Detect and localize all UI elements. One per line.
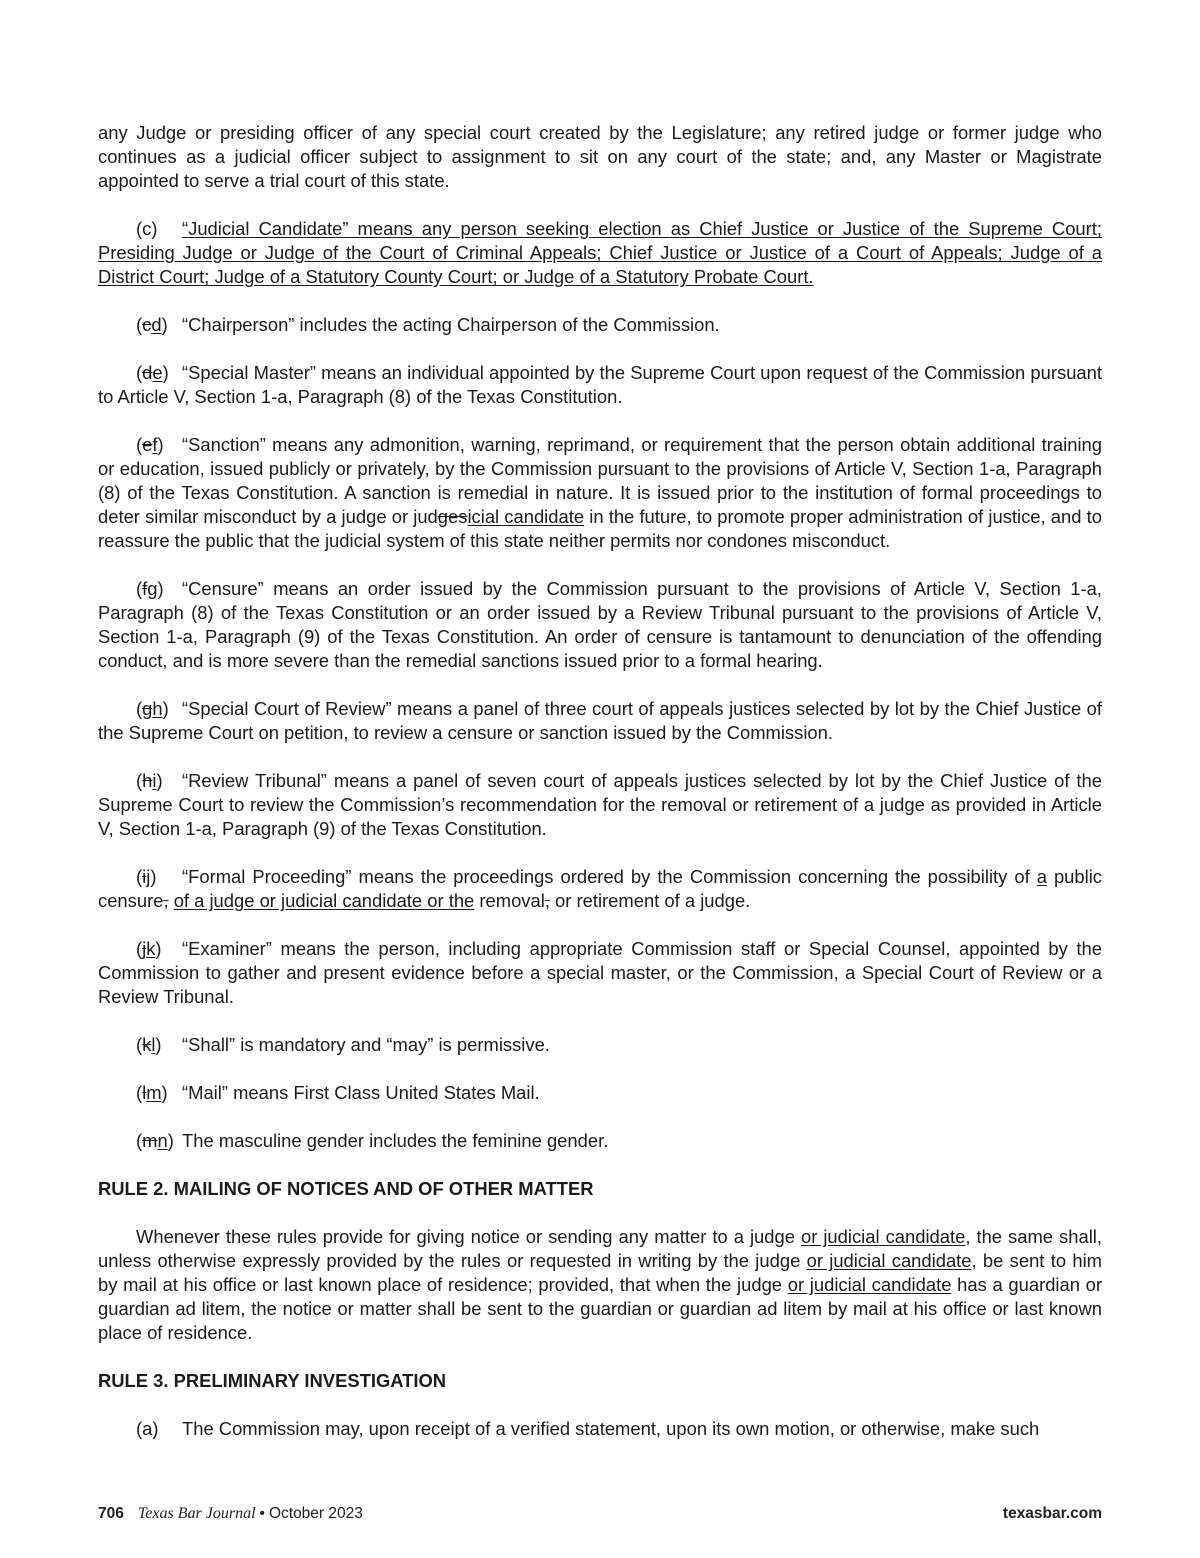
definition-g-label: (fg) xyxy=(136,578,164,599)
footer-left xyxy=(98,1505,363,1523)
definition-c-label: (c) xyxy=(136,218,158,239)
definition-e xyxy=(98,361,1102,409)
inserted-text: or judicial candidate xyxy=(800,1226,966,1247)
definition-l-label: (kl) xyxy=(136,1034,162,1055)
definition-i-label: (hi) xyxy=(136,770,163,791)
definition-h-label: (gh) xyxy=(136,698,169,719)
definition-k xyxy=(98,937,1102,1009)
rule-2-heading: RULE 2. MAILING OF NOTICES AND OF OTHER MATTER xyxy=(98,1178,594,1199)
rule-3-a-label: (a) xyxy=(136,1418,159,1439)
definition-f-label: (ef) xyxy=(136,434,164,455)
rule-3-a-text: The Commission may, upon receipt of a verified statement, upon its own motion, or otherwise, make such xyxy=(182,1418,1040,1439)
definition-f: (ef) “Sanction” means any admonition, warning, reprimand, or requirement that the person obtain additional training or education, issued publicly or privately, by the Commission pursuant to the provisions of Article V, Section 1-a, Paragraph (8) of the Texas Constitution. A sanction is remedial in nature. It is issued prior to the institution of formal proceedings to deter similar misconduct by a judge or judgesicial candidate in the future, to promote proper administration of justice, and to reassure the public that the judicial system of this state neither permits nor condones misconduct. xyxy=(98,434,1102,551)
inserted-text: of a judge or judicial candidate or the xyxy=(173,890,475,911)
website-link[interactable]: texasbar.com xyxy=(1002,1505,1102,1522)
definition-k-label: (jk) xyxy=(136,938,162,959)
definition-d-text: “Chairperson” includes the acting Chairperson of the Commission. xyxy=(182,314,720,335)
definition-d-label: (cd) xyxy=(136,314,168,335)
definition-h xyxy=(98,697,1102,745)
intro-paragraph: any Judge or presiding officer of any special court created by the Legislature; any retired judge or former judge who continues as a judicial officer subject to assignment to sit on any court of the state; and, any Master or Magistrate appointed to serve a trial court of this state. xyxy=(98,122,1102,191)
definition-g-text: “Censure” means an order issued by the Commission pursuant to the provisions of Article V, Section 1-a, Paragraph (8) of the Texas Constitution or an order issued by a Review Tribunal pursuant to the provisions of Article V, Section 1-a, Paragraph (9) of the Texas Constitution. An order of censure is tantamount to denunciation of the offending conduct, and is more severe than the remedial sanctions issued prior to a formal hearing. xyxy=(98,578,1102,671)
rule-3-paragraph-a xyxy=(98,1417,1102,1441)
definition-k-text: “Examiner” means the person, including appropriate Commission staff or Special Counsel, appointed by the Commission to gather and present evidence before a special master, or the Commission, a Special Court of Review or a Review Tribunal. xyxy=(98,938,1102,1007)
definition-m-text: “Mail” means First Class United States Mail. xyxy=(182,1082,540,1103)
deleted-text: , xyxy=(163,890,169,911)
definition-i xyxy=(98,769,1102,841)
deleted-text: , xyxy=(544,890,550,911)
definition-i-text: “Review Tribunal” means a panel of seven court of appeals justices selected by lot by the Chief Justice of the Supreme Court to review the Commission’s recommendation for the removal or retirement of a judge as provided in Article V, Section 1-a, Paragraph (9) of the Texas Constitution. xyxy=(98,770,1102,839)
definition-g xyxy=(98,577,1102,673)
rule-3-heading: RULE 3. PRELIMINARY INVESTIGATION xyxy=(98,1370,447,1391)
bullet-separator: • xyxy=(259,1505,265,1522)
inserted-text: or judicial candidate xyxy=(787,1274,952,1295)
definition-n-label: (mn) xyxy=(136,1130,174,1151)
journal-name: Texas Bar Journal xyxy=(137,1505,256,1522)
document-body xyxy=(98,121,1102,1441)
definition-j-label: (ij) xyxy=(136,866,157,887)
definition-j: (ij) “Formal Proceeding” means the proceedings ordered by the Commission concerning the possibility of a public censure, of a judge or judicial candidate or the removal, or retirement of a judge. xyxy=(98,866,1102,911)
issue-date: October 2023 xyxy=(268,1505,363,1522)
inserted-text: a xyxy=(1036,866,1047,887)
definition-c-text: “Judicial Candidate” means any person seeking election as Chief Justice or Justice of the Supreme Court; Presiding Judge or Judge of the Court of Criminal Appeals; Chief Justice or Justice of a Court of Appeals; Judge of a District Court; Judge of a Statutory County Court; or Judge of a Statutory Probate Court. xyxy=(98,218,1102,287)
definition-m xyxy=(98,1081,1102,1105)
definition-n-text: The masculine gender includes the feminine gender. xyxy=(182,1130,609,1151)
definition-l xyxy=(98,1033,1102,1057)
page-footer xyxy=(98,1505,1102,1527)
definition-e-text: “Special Master” means an individual appointed by the Supreme Court upon request of the Commission pursuant to Article V, Section 1-a, Paragraph (8) of the Texas Constitution. xyxy=(98,362,1102,407)
deleted-text: ges xyxy=(437,506,468,527)
definition-e-label: (de) xyxy=(136,362,169,383)
definition-c xyxy=(98,217,1102,289)
definition-n xyxy=(98,1129,1102,1153)
rule-2-paragraph: Whenever these rules provide for giving notice or sending any matter to a judge or judicial candidate, the same shall, unless otherwise expressly provided by the rules or requested in writing by the judge or judicial candidate, be sent to him by mail at his office or last known place of residence; provided, that when the judge or judicial candidate has a guardian or guardian ad litem, the notice or matter shall be sent to the guardian or guardian ad litem by mail at his office or last known place of residence. xyxy=(98,1226,1103,1343)
inserted-text: or judicial candidate xyxy=(806,1250,972,1271)
definition-d xyxy=(98,313,1102,337)
definition-h-text: “Special Court of Review” means a panel of three court of appeals justices selected by lot by the Chief Justice of the Supreme Court on petition, to review a censure or sanction issued by the Commission. xyxy=(98,698,1102,743)
inserted-text: icial candidate xyxy=(467,506,585,527)
definition-m-label: (lm) xyxy=(136,1082,168,1103)
definition-l-text: “Shall” is mandatory and “may” is permissive. xyxy=(182,1034,550,1055)
page-number: 706 xyxy=(98,1505,124,1522)
